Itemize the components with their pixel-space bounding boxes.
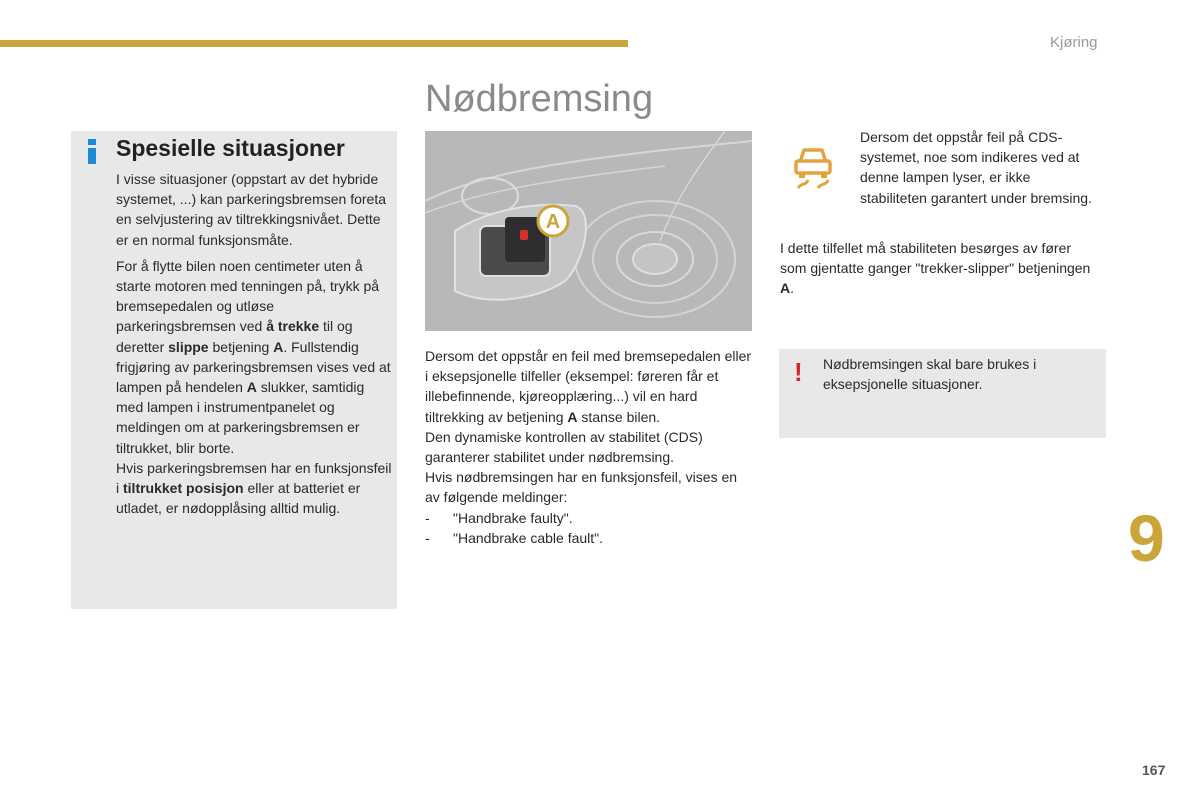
parking-brake-drawing	[425, 131, 752, 331]
list-item: - "Handbrake faulty".	[425, 509, 573, 526]
info-paragraph: I visse situasjoner (oppstart av det hybride systemet, ...) kan parkeringsbremsen foreta en selvjustering av tiltrekkingsnivået. Dette er en normal funksjonsmåte.	[116, 171, 386, 248]
page-title: Nødbremsing	[425, 78, 654, 120]
info-paragraph: For å flytte bilen noen centimeter uten å starte motoren med tenningen på, trykk på bremsepedalen og utløse parkeringsbremsen ved å trekke til og deretter slippe betjening A. Fullstendig frigjøring av parkeringsbremsen vises ved at lampen på hendelen A slukker, samtidig med lampen i instrumentpanelet og meldingen om at parkeringsbremsen er tiltrukket, blir borte. Hvis parkeringsbremsen har en funksjonsfeil i tiltrukket posisjon eller at batteriet er utladet, er nødopplåsing alltid mulig.	[116, 257, 392, 517]
section-name: Kjøring	[1050, 34, 1098, 51]
parking-brake-illustration	[425, 131, 752, 331]
message-list	[425, 508, 755, 548]
chapter-number: 9	[1128, 501, 1165, 575]
paragraph: Dersom det oppstår en feil med bremsepedalen eller i eksepsjonelle tilfeller (eksempel: føreren får et illebefinnende, kjøreopplæring...) vil en hard tiltrekking av betjening A stanse bilen.	[425, 348, 752, 425]
page-number: 167	[1142, 762, 1166, 778]
warning-text: Nødbremsingen skal bare brukes i eksepsjonelle situasjoner.	[823, 356, 1037, 393]
middle-column-text	[425, 346, 755, 548]
exclamation-icon: !	[794, 357, 803, 387]
paragraph: I dette tilfellet må stabiliteten besørges av fører som gjentatte ganger "trekker-slipper" betjeningen A.	[780, 240, 1091, 297]
list-item: - "Handbrake cable fault".	[425, 529, 604, 546]
info-body	[116, 169, 392, 524]
header-accent-bar	[0, 40, 628, 47]
callout-label: A	[545, 211, 561, 233]
warning-box	[779, 349, 1106, 438]
info-box	[71, 131, 397, 609]
info-heading: Spesielle situasjoner	[116, 135, 345, 161]
paragraph: Hvis nødbremsingen har en funksjonsfeil, vises en av følgende meldinger:	[425, 469, 738, 506]
paragraph: Den dynamiske kontrollen av stabilitet (CDS) garanterer stabilitet under nødbremsing.	[425, 428, 703, 466]
stability-warning-icon	[790, 142, 836, 190]
info-icon	[86, 139, 98, 164]
cds-warning-text: Dersom det oppstår feil på CDS-systemet, noe som indikeres ved at denne lampen lyser, er ikke stabiliteten garantert under bremsing.	[860, 129, 1092, 206]
